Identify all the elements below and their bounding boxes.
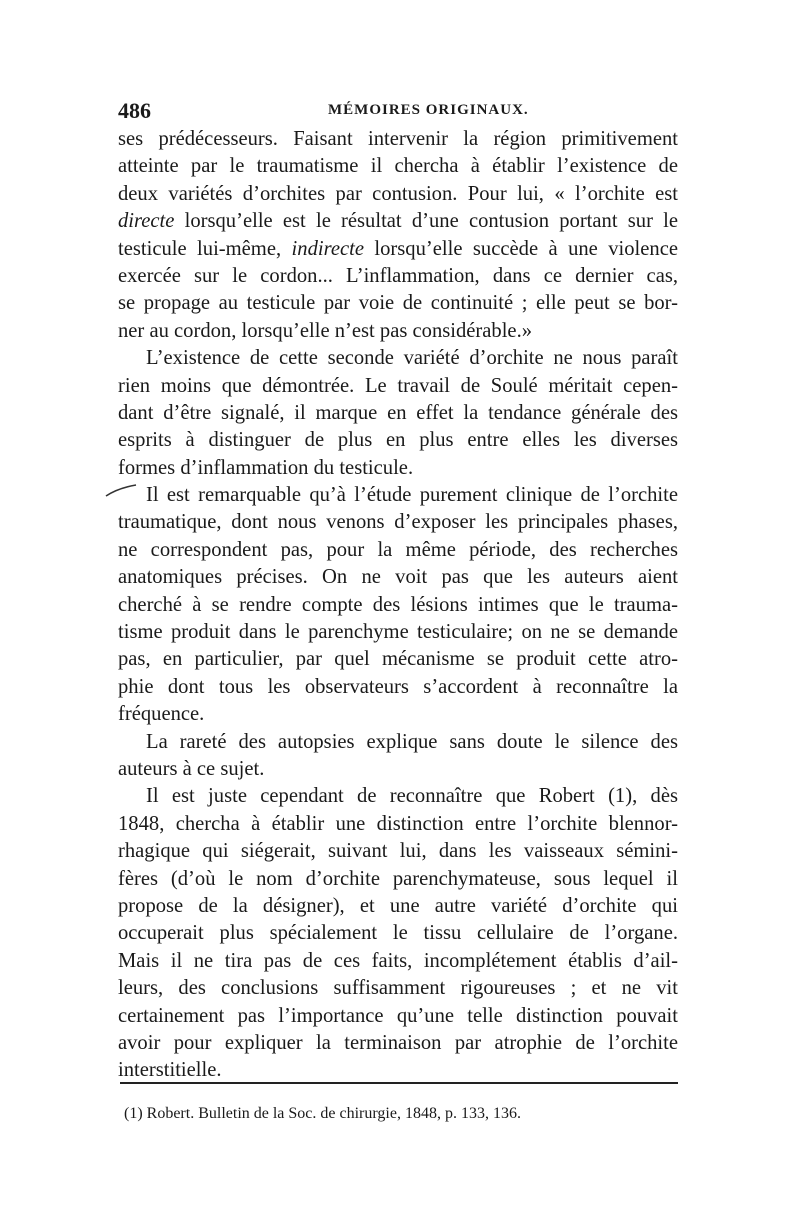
text-line: dant d’être signalé, il marque en effet la tendance générale des <box>118 401 678 424</box>
text-line <box>118 208 678 235</box>
footnote-rule <box>120 1082 678 1084</box>
text-line: deux variétés d’orchites par contusion. Pour lui, « l’orchite est <box>118 182 678 205</box>
text-line: Il est juste cependant de reconnaître que Robert (1), dès <box>146 785 678 808</box>
text-line: interstitielle. <box>118 1059 222 1082</box>
text-line: rhagique qui siégerait, suivant lui, dans les vaisseaux sémini- <box>118 840 678 863</box>
text-segment: lorsqu’elle succède à une violence <box>363 237 678 260</box>
page-number: 486 <box>118 98 151 123</box>
text-line: pas, en particulier, par quel mécanisme se produit cette atro- <box>118 648 678 671</box>
text-line: leurs, des conclusions suffisamment rigoureuses ; et ne vit <box>118 977 678 1000</box>
text-line: tisme produit dans le parenchyme testiculaire; on ne se demande <box>118 621 678 644</box>
text-line: ner au cordon, lorsqu’elle n’est pas considérable.» <box>118 319 533 342</box>
text-line: Il est remarquable qu’à l’étude purement clinique de l’orchite <box>146 484 678 507</box>
text-line: anatomiques précises. On ne voit pas que les auteurs aient <box>118 566 678 589</box>
text-line: esprits à distinguer de plus en plus entre elles les diverses <box>118 429 678 452</box>
footnote: (1) Robert. Bulletin de la Soc. de chirurgie, 1848, p. 133, 136. <box>124 1105 521 1122</box>
text-line: La rareté des autopsies explique sans doute le silence des <box>146 730 678 753</box>
text-line: avoir pour expliquer la terminaison par atrophie de l’orchite <box>118 1031 678 1054</box>
text-line: atteinte par le traumatisme il chercha à établir l’existence de <box>118 155 678 178</box>
text-line: rien moins que démontrée. Le travail de Soulé méritait cepen- <box>118 374 678 397</box>
italic-term: directe <box>118 210 175 233</box>
text-segment: testicule lui-même, <box>118 237 292 260</box>
page-header <box>118 98 678 124</box>
text-line <box>118 236 678 263</box>
text-line: exercée sur le cordon... L’inflammation, dans ce dernier cas, <box>118 264 678 287</box>
text-line: Mais il ne tira pas de ces faits, incomplétement établis d’ail- <box>118 949 678 972</box>
text-line: certainement pas l’importance qu’une telle distinction pouvait <box>118 1004 678 1027</box>
text-line: fères (d’où le nom d’orchite parenchymateuse, sous lequel il <box>118 867 678 890</box>
text-line: 1848, chercha à établir une distinction entre l’orchite blennor- <box>118 812 678 835</box>
text-line: occuperait plus spécialement le tissu cellulaire de l’organe. <box>118 922 678 945</box>
text-line: phie dont tous les observateurs s’accordent à reconnaître la <box>118 675 678 698</box>
text-line: se propage au testicule par voie de continuité ; elle peut se bor- <box>118 292 678 315</box>
body-text <box>118 126 678 1085</box>
text-line: traumatique, dont nous venons d’exposer les principales phases, <box>118 511 678 534</box>
text-line: ses prédécesseurs. Faisant intervenir la région primitivement <box>118 128 678 150</box>
text-line: formes d’inflammation du testicule. <box>118 456 414 479</box>
text-line: fréquence. <box>118 703 205 726</box>
text-line: propose de la désigner), et une autre variété d’orchite qui <box>118 894 678 917</box>
text-line: ne correspondent pas, pour la même période, des recherches <box>118 538 678 561</box>
text-line: cherché à se rendre compte des lésions intimes que le trauma- <box>118 593 678 616</box>
running-title: MÉMOIRES ORIGINAUX. <box>328 102 529 118</box>
italic-term: indirecte <box>291 237 364 260</box>
text-line: L’existence de cette seconde variété d’orchite ne nous paraît <box>146 347 678 370</box>
text-segment: lorsqu’elle est le résultat d’une contusion portant sur le <box>174 210 678 233</box>
text-line: auteurs à ce sujet. <box>118 757 265 780</box>
